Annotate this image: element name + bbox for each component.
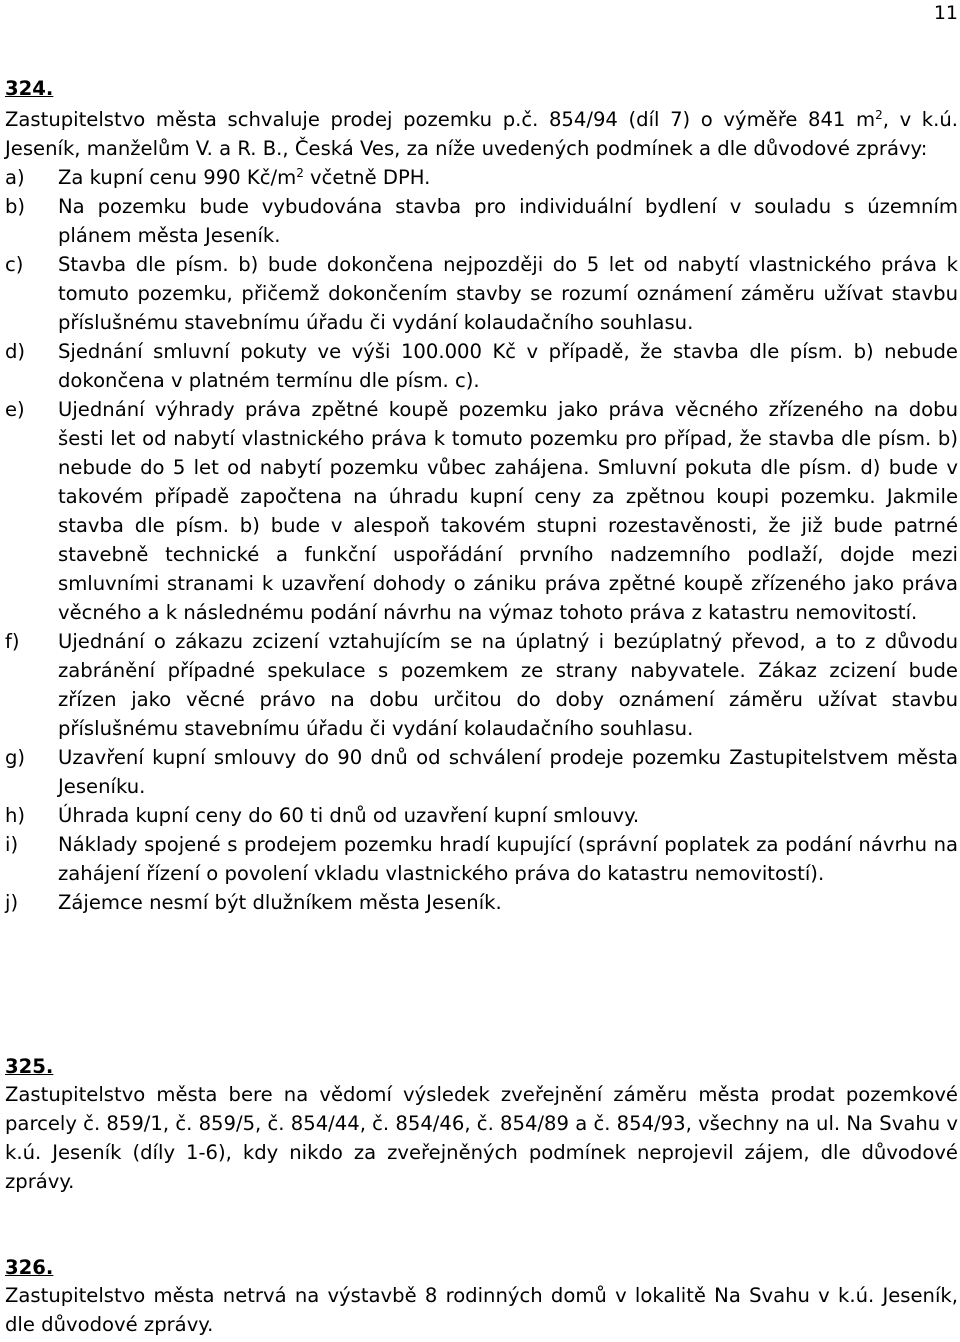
item-label: c): [5, 253, 24, 276]
item-text: Náklady spojené s prodejem pozemku hradí kupující (správní poplatek za podání návrhu na zahájení řízení o povolení vkladu vlastnického práva do katastru nemovitostí).: [58, 833, 958, 885]
list-item: [5, 163, 958, 192]
list-item: [5, 830, 958, 888]
item-text: Sjednání smluvní pokuty ve výši 100.000 Kč v případě, že stavba dle písm. b) nebude dokončena v platném termínu dle písm. c).: [58, 340, 958, 392]
resolution-324: [5, 73, 958, 917]
item-label: d): [5, 340, 26, 363]
resolution-326: [5, 1252, 958, 1339]
resolution-text: Zastupitelstvo města netrvá na výstavbě 8 rodinných domů v lokalitě Na Svahu v k.ú. Jeseník, dle důvodové zprávy.: [5, 1284, 958, 1336]
item-text: Zájemce nesmí být dlužníkem města Jeseník.: [58, 891, 502, 914]
resolution-text: Zastupitelstvo města bere na vědomí výsledek zveřejnění záměru města prodat pozemkové parcely č. 859/1, č. 859/5, č. 854/44, č. 854/46, č. 854/89 a č. 854/93, všechny na ul. Na Svahu v k.ú. Jeseník (díly 1-6), kdy nikdo za zveřejněných podmínek neprojevil zájem, dle důvodové zprávy.: [5, 1083, 958, 1193]
item-label: a): [5, 166, 25, 189]
resolution-325: [5, 1051, 958, 1196]
page-number: 11: [933, 2, 958, 24]
list-item: [5, 743, 958, 801]
item-text: Stavba dle písm. b) bude dokončena nejpozději do 5 let od nabytí vlastnického práva k tomuto pozemku, přičemž dokončením stavby se rozumí oznámení záměru užívat stavbu příslušnému stavebnímu úřadu či vydání kolaudačního souhlasu.: [58, 253, 958, 334]
item-label: j): [5, 891, 19, 914]
resolution-number: 324.: [5, 77, 54, 100]
item-label: f): [5, 630, 20, 653]
resolution-intro: Zastupitelstvo města schvaluje prodej pozemku p.č. 854/94 (díl 7) o výměře 841 $m^2$, v k.ú. Jeseník, manželům V. a R. B., Česká Ves, za níže uvedených podmínek a dle důvodové zprávy:: [5, 108, 958, 160]
list-item: [5, 801, 958, 830]
item-text: Na pozemku bude vybudována stavba pro individuální bydlení v souladu s územním plánem města Jeseník.: [58, 195, 958, 247]
item-text: Ujednání o zákazu zcizení vztahujícím se na úplatný i bezúplatný převod, a to z důvodu zabránění případné spekulace s pozemkem ze strany nabyvatele. Zákaz zcizení bude zřízen jako věcné právo na dobu určitou do doby oznámení záměru užívat stavbu příslušnému stavebnímu úřadu či vydání kolaudačního souhlasu.: [58, 630, 958, 740]
item-label: e): [5, 398, 25, 421]
item-text: Úhrada kupní ceny do 60 ti dnů od uzavření kupní smlouvy.: [58, 804, 640, 827]
item-label: b): [5, 195, 26, 218]
item-label: h): [5, 804, 26, 827]
item-text: Uzavření kupní smlouvy do 90 dnů od schválení prodeje pozemku Zastupitelstvem města Jeseníku.: [58, 746, 958, 798]
list-item: [5, 192, 958, 250]
list-item: [5, 250, 958, 337]
item-label: i): [5, 833, 19, 856]
list-item: [5, 395, 958, 627]
conditions-list: [5, 163, 958, 917]
list-item: [5, 337, 958, 395]
item-label: g): [5, 746, 26, 769]
list-item: [5, 627, 958, 743]
item-text: Ujednání výhrady práva zpětné koupě pozemku jako práva věcného zřízeného na dobu šesti let od nabytí vlastnického práva k tomuto pozemku pro případ, že stavba dle písm. b) nebude do 5 let od nabytí pozemku vůbec zahájena. Smluvní pokuta dle písm. d) bude v takovém případě započtena na úhradu kupní ceny za zpětnou koupi pozemku. Jakmile stavba dle písm. b) bude v alespoň takovém stupni rozestavěnosti, že již bude patrné stavebně technické a funkční uspořádání prvního nadzemního podlaží, dojde mezi smluvními stranami k uzavření dohody o zániku práva zpětné koupě zřízeného jako práva věcného a k následnému podání návrhu na výmaz tohoto práva z katastru nemovitostí.: [58, 398, 958, 624]
resolution-number: 326.: [5, 1256, 54, 1279]
resolution-number: 325.: [5, 1055, 54, 1078]
item-text: Za kupní cenu 990 $Kč/m^2$ včetně DPH.: [58, 166, 431, 189]
list-item: [5, 888, 958, 917]
